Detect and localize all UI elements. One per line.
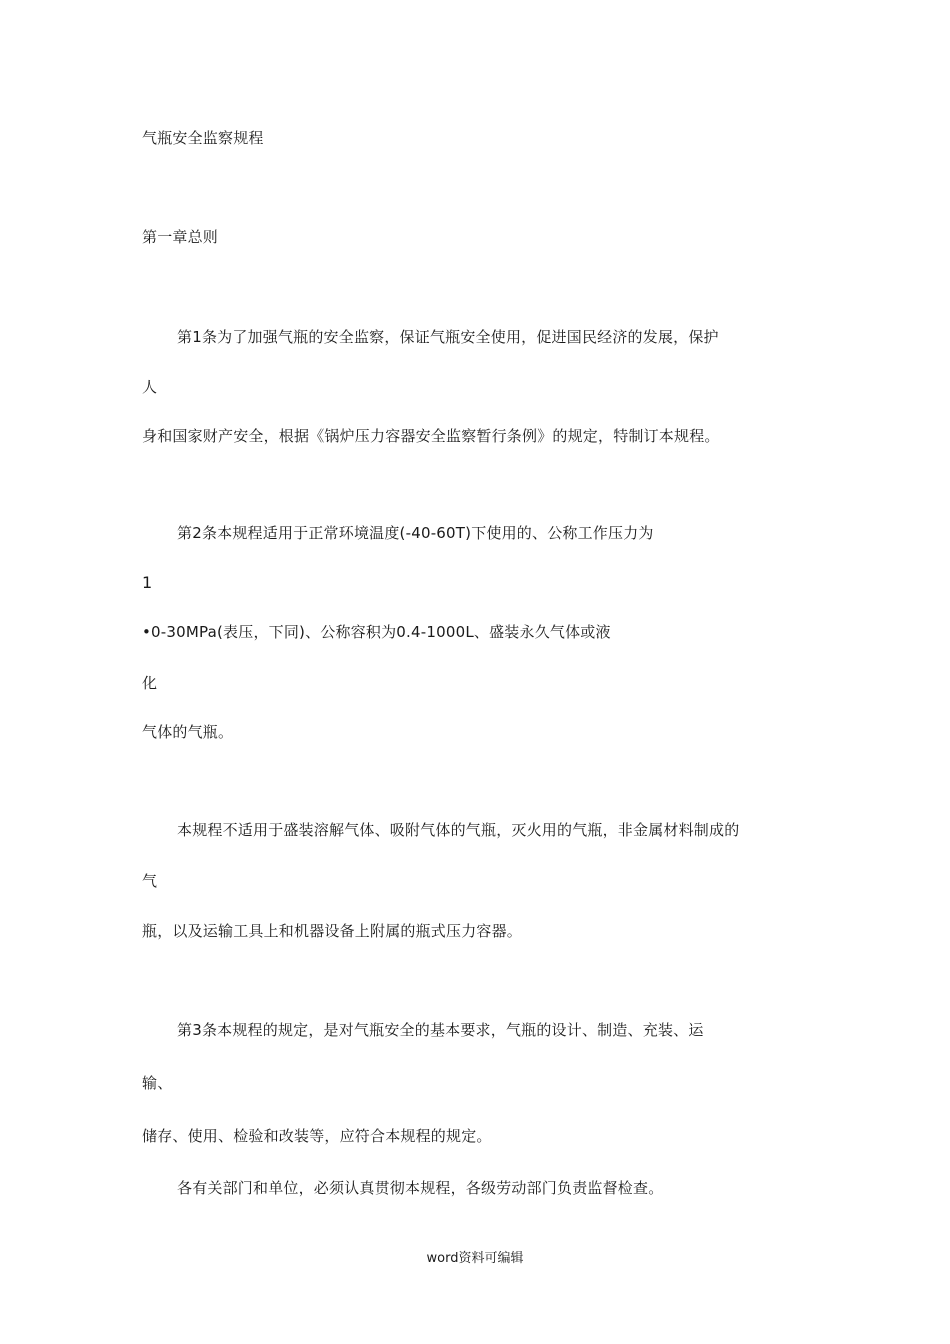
- page-footer: word资料可编辑: [426, 1251, 524, 1266]
- responsibility-line: 各有关部门和单位，必须认真贯彻本规程，各级劳动部门负责监督检查。: [177, 1179, 664, 1197]
- article-3-line-1: 第3条本规程的规定，是对气瓶安全的基本要求，气瓶的设计、制造、充装、运: [177, 1021, 704, 1039]
- article-3-line-2: 输、: [142, 1074, 173, 1092]
- article-2-line-5: 气体的气瓶。: [142, 723, 234, 741]
- article-1-line-3: 身和国家财产安全，根据《锅炉压力容器安全监察暂行条例》的规定，特制订本规程。: [142, 427, 720, 445]
- exclusion-line-2: 气: [142, 872, 158, 890]
- article-2-line-3: •0-30MPa(表压，下同)、公称容积为0.4-1000L、盛装永久气体或液: [142, 623, 611, 641]
- article-2-line-1: 第2条本规程适用于正常环境温度(-40-60T)下使用的、公称工作压力为: [177, 524, 654, 542]
- article-3-line-3: 储存、使用、检验和改装等，应符合本规程的规定。: [142, 1127, 492, 1145]
- article-1-line-1: 第1条为了加强气瓶的安全监察，保证气瓶安全使用，促进国民经济的发展，保护: [177, 328, 719, 346]
- article-1-line-2: 人: [142, 378, 158, 396]
- exclusion-line-3: 瓶，以及运输工具上和机器设备上附属的瓶式压力容器。: [142, 922, 523, 940]
- chapter-heading: 第一章总则: [142, 228, 219, 246]
- exclusion-line-1: 本规程不适用于盛装溶解气体、吸附气体的气瓶，灭火用的气瓶，非金属材料制成的: [177, 821, 740, 839]
- article-2-line-2: 1: [142, 573, 153, 592]
- document-title: 气瓶安全监察规程: [142, 129, 264, 147]
- article-2-line-4: 化: [142, 674, 158, 692]
